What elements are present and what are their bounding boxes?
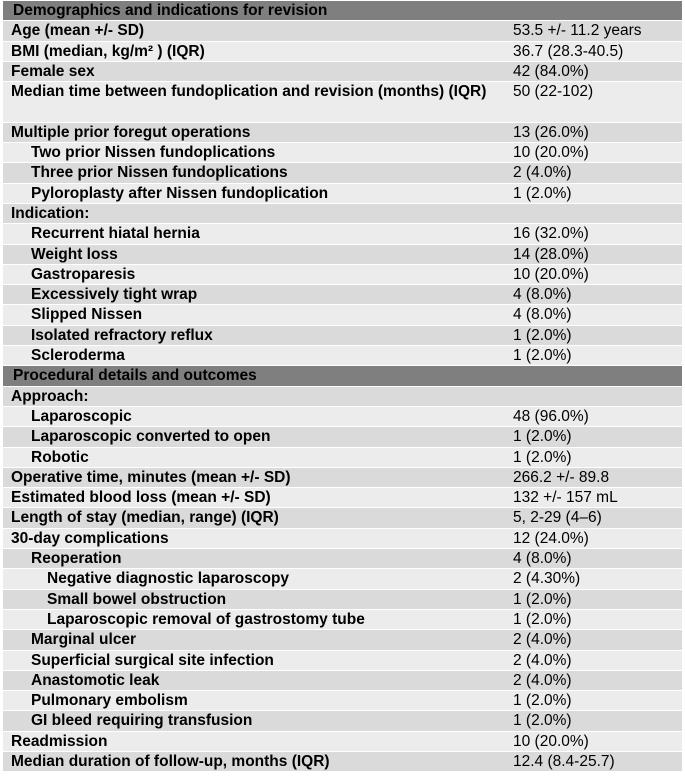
row-value: 5, 2-29 (4–6) [513,509,602,527]
table-row [3,62,682,82]
row-label: Reoperation [31,550,122,568]
table-row [3,387,682,407]
row-value: 10 (20.0%) [513,732,589,750]
row-label: Marginal ulcer [31,631,137,649]
row-value: 4 (8.0%) [513,286,572,304]
row-value: 2 (4.0%) [513,631,572,649]
table-row [3,651,682,671]
table-row [3,427,682,447]
table-row [3,529,682,549]
row-value: 2 (4.0%) [513,651,572,669]
table-row [3,123,682,143]
table-row [3,326,682,346]
table-row [3,691,682,711]
row-label: Small bowel obstruction [47,590,227,608]
table-row [3,488,682,508]
table-row [3,590,682,610]
row-label: 30-day complications [11,529,169,547]
table-row [3,711,682,731]
row-value: 1 (2.0%) [513,712,572,730]
row-value: 36.7 (28.3-40.5) [513,42,624,60]
row-label: Pulmonary embolism [31,692,188,710]
row-value: 1 (2.0%) [513,590,572,608]
row-label: Slipped Nissen [31,306,143,324]
row-value: 53.5 +/- 11.2 years [513,22,642,40]
row-label: Weight loss [31,245,118,263]
table-row [3,610,682,630]
row-label: Female sex [11,62,95,80]
row-label: Median time between fundoplication and revision (months) (IQR) [11,83,487,101]
table-row [3,752,682,772]
row-label: Multiple prior foregut operations [11,123,251,141]
row-label: BMI (median, kg/m² ) (IQR) [11,42,205,60]
row-value: 50 (22-102) [513,83,594,101]
row-value: 12 (24.0%) [513,529,589,547]
row-label: Readmission [11,732,108,750]
table-row [3,21,682,41]
table-row [3,448,682,468]
row-label: Excessively tight wrap [31,286,198,304]
row-value: 13 (26.0%) [513,123,589,141]
section-title: Procedural details and outcomes [13,367,257,385]
row-value: 10 (20.0%) [513,144,589,162]
row-label: Gastroparesis [31,265,136,283]
row-value: 1 (2.0%) [513,448,572,466]
row-value: 1 (2.0%) [513,347,572,365]
table-row [3,82,682,123]
row-value: 42 (84.0%) [513,62,589,80]
table-row [3,407,682,427]
row-value: 1 (2.0%) [513,428,572,446]
row-label: Anastomotic leak [31,671,160,689]
row-label: Scleroderma [31,347,125,365]
row-label: Isolated refractory reflux [31,326,213,344]
table-row [3,42,682,62]
table-row [3,204,682,224]
row-label: Pyloroplasty after Nissen fundoplication [31,184,329,202]
row-label: Three prior Nissen fundoplications [31,164,288,182]
row-value: 2 (4.0%) [513,164,572,182]
table-row [3,630,682,650]
row-label: Robotic [31,448,89,466]
table-row [3,305,682,325]
row-label: Median duration of follow-up, months (IQR) [11,752,330,770]
table-row [3,245,682,265]
row-label: Indication: [11,204,90,222]
row-value: 1 (2.0%) [513,184,572,202]
row-label: Two prior Nissen fundoplications [31,144,276,162]
row-value: 1 (2.0%) [513,326,572,344]
row-value: 4 (8.0%) [513,306,572,324]
row-value: 48 (96.0%) [513,407,589,425]
table-row [3,468,682,488]
row-value: 2 (4.30%) [513,570,581,588]
table-row [3,732,682,752]
table-row [3,285,682,305]
table-row [3,569,682,589]
row-label: Laparoscopic converted to open [31,428,271,446]
row-label: Laparoscopic [31,407,132,425]
table-row [3,346,682,366]
row-label: Superficial surgical site infection [31,651,274,669]
data-table [3,1,682,772]
row-value: 1 (2.0%) [513,692,572,710]
table-row [3,671,682,691]
row-label: Negative diagnostic laparoscopy [47,570,290,588]
row-value: 266.2 +/- 89.8 [513,468,610,486]
row-label: Length of stay (median, range) (IQR) [11,509,279,527]
row-label: Operative time, minutes (mean +/- SD) [11,468,291,486]
row-value: 12.4 (8.4-25.7) [513,752,615,770]
table-row [3,549,682,569]
row-value: 2 (4.0%) [513,671,572,689]
row-value: 16 (32.0%) [513,225,589,243]
row-label: GI bleed requiring transfusion [31,712,253,730]
section-header [3,1,682,21]
row-label: Laparoscopic removal of gastrostomy tube [47,610,365,628]
row-label: Recurrent hiatal hernia [31,225,200,243]
table-row [3,184,682,204]
row-label: Approach: [11,387,89,405]
row-value: 10 (20.0%) [513,265,589,283]
table-row [3,508,682,528]
section-header [3,366,682,386]
row-label: Estimated blood loss (mean +/- SD) [11,489,271,507]
table-row [3,224,682,244]
row-label: Age (mean +/- SD) [11,22,145,40]
table-row [3,163,682,183]
row-value: 14 (28.0%) [513,245,589,263]
table-row [3,143,682,163]
row-value: 1 (2.0%) [513,610,572,628]
table-row [3,265,682,285]
section-title: Demographics and indications for revision [13,2,328,19]
row-value: 132 +/- 157 mL [513,489,618,507]
row-value: 4 (8.0%) [513,550,572,568]
